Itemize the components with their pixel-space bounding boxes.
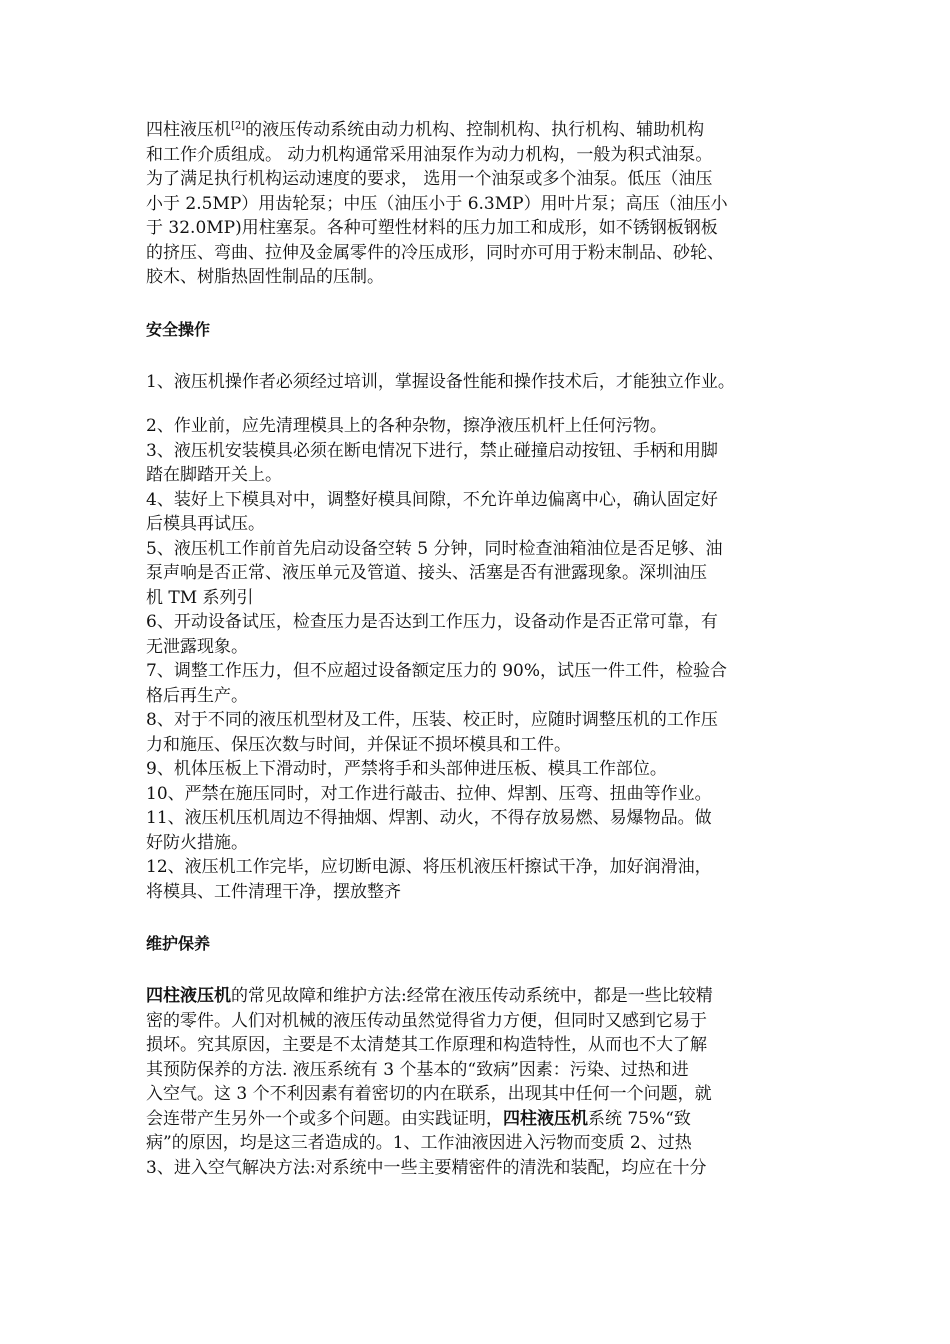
safety-line: 7、调整工作压力，但不应超过设备额定压力的 90%，试压一件工件，检验合	[146, 661, 728, 681]
safety-line: 10、严禁在施压同时，对工作进行敲击、拉伸、焊割、压弯、扭曲等作业。	[146, 783, 712, 804]
safety-line: 将模具、工件清理干净，摆放整齐	[146, 881, 401, 902]
maintenance-line-4: 其预防保养的方法. 液压系统有 3 个基本的“致病”因素：污染、过热和进	[146, 1059, 689, 1080]
document-page	[146, 118, 826, 1180]
spacer	[146, 394, 826, 414]
safety-line: 力和施压、保压次数与时间，并保证不损坏模具和工件。	[146, 734, 571, 755]
safety-line: 踏在脚踏开关上。	[146, 465, 282, 485]
safety-line: 2、作业前，应先清理模具上的各种杂物，擦净液压机杆上任何污物。	[146, 416, 667, 436]
intro-text: 四柱液压机	[146, 120, 231, 140]
intro-line-2: 和工作介质组成。 动力机构通常采用油泵作为动力机构，一般为积式油泵。	[146, 144, 713, 165]
safety-line: 5、液压机工作前首先启动设备空转 5 分钟，同时检查油箱油位是否足够、油	[146, 538, 723, 559]
safety-line: 8、对于不同的液压机型材及工件，压装、校正时，应随时调整压机的工作压	[146, 710, 718, 730]
safety-line: 6、开动设备试压，检查压力是否达到工作压力，设备动作是否正常可靠，有	[146, 612, 718, 632]
intro-line-7: 胶木、树脂热固性制品的压制。	[146, 267, 384, 287]
maintenance-line-3: 损坏。究其原因，主要是不太清楚其工作原理和构造特性，从而也不大了解	[146, 1035, 707, 1055]
safety-line: 9、机体压板上下滑动时，严禁将手和头部伸进压板、模具工作部位。	[146, 759, 667, 779]
safety-line: 机 TM 系列引	[146, 587, 254, 608]
intro-text: 的液压传动系统由动力机构、控制机构、执行机构、辅助机构	[245, 120, 705, 140]
maintenance-line-1	[146, 984, 826, 1009]
intro-line-1	[146, 118, 826, 143]
maintenance-text: 系统 75%“致	[588, 1108, 691, 1129]
safety-line: 12、液压机工作完毕，应切断电源、将压机液压杆擦试干净，加好润滑油，	[146, 857, 712, 877]
safety-line: 后模具再试压。	[146, 514, 265, 534]
maintenance-line-5: 入空气。这 3 个不利因素有着密切的内在联系，出现其中任何一个问题，就	[146, 1084, 712, 1104]
safety-heading: 安全操作	[146, 319, 211, 339]
safety-section	[146, 370, 826, 905]
safety-line: 无泄露现象。	[146, 636, 248, 657]
maintenance-line-7: 病”的原因，均是这三者造成的。1、工作油液因进入污物而变质 2、过热	[146, 1133, 692, 1153]
safety-line: 格后再生产。	[146, 685, 248, 706]
maintenance-line-6	[146, 1107, 826, 1132]
maintenance-text: 的常见故障和维护方法:经常在液压传动系统中，都是一些比较精	[231, 986, 713, 1006]
maintenance-line-2: 密的零件。人们对机械的液压传动虽然觉得省力方便，但同时又感到它易于	[146, 1010, 707, 1031]
intro-line-5: 于 32.0MP)用柱塞泵。各种可塑性材料的压力加工和成形，如不锈钢板钢板	[146, 218, 718, 238]
safety-line: 泵声响是否正常、液压单元及管道、接头、活塞是否有泄露现象。深圳油压	[146, 563, 707, 583]
maintenance-paragraph	[146, 984, 826, 1180]
safety-list	[146, 414, 826, 904]
intro-paragraph	[146, 118, 826, 290]
safety-line: 3、液压机安装模具必须在断电情况下进行，禁止碰撞启动按钮、手柄和用脚	[146, 440, 718, 461]
maintenance-heading: 维护保养	[146, 934, 211, 953]
safety-line: 4、装好上下模具对中，调整好模具间隙，不允许单边偏离中心，确认固定好	[146, 489, 718, 510]
maintenance-line-8: 3、进入空气解决方法:对系统中一些主要精密件的清洗和装配，均应在十分	[146, 1157, 707, 1178]
safety-line: 11、液压机压机周边不得抽烟、焊割、动火，不得存放易燃、易爆物品。做	[146, 808, 712, 828]
keyword-link[interactable]: 四柱液压机	[146, 986, 231, 1006]
intro-line-6: 的挤压、弯曲、拉伸及金属零件的冷压成形，同时亦可用于粉末制品、砂轮、	[146, 242, 724, 263]
safety-item-1: 1、液压机操作者必须经过培训，掌握设备性能和操作技术后，才能独立作业。	[146, 371, 735, 392]
intro-line-3: 为了满足执行机构运动速度的要求， 选用一个油泵或多个油泵。低压（油压	[146, 169, 713, 189]
spacer	[146, 904, 826, 932]
maintenance-text: 会连带产生另外一个或多个问题。由实践证明，	[146, 1108, 503, 1129]
intro-line-4: 小于 2.5MP）用齿轮泵；中压（油压小于 6.3MP）用叶片泵；高压（油压小	[146, 193, 728, 214]
keyword-link[interactable]: 四柱液压机	[503, 1108, 588, 1129]
safety-line: 好防火措施。	[146, 832, 248, 853]
reference-superscript[interactable]: [2]	[231, 120, 246, 132]
